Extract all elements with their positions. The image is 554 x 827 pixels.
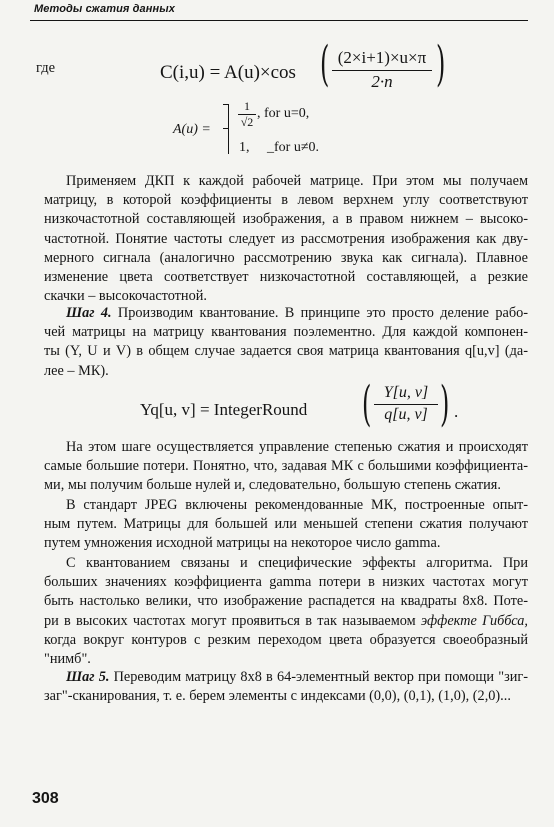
- fraction-bar: [374, 404, 438, 405]
- left-paren: (: [320, 36, 330, 92]
- case2-condition: _for u≠0.: [267, 140, 320, 155]
- text-line: низкочастотной составляющей изображения, а в правом нижнем – высоко-: [44, 211, 528, 228]
- text-line: [44, 668, 528, 687]
- case1-denominator: √2: [240, 115, 254, 129]
- text-line: С квантованием связаны и специфические эффекты алгоритма. При: [66, 555, 528, 571]
- text-line: ным путем. Матрицы для большей или меньшей степени сжатия получают: [44, 516, 528, 533]
- step-text: Переводим матрицу 8x8 в 64-элементный вектор при помощи "зиг-: [109, 669, 528, 685]
- step-label: Шаг 5.: [66, 669, 110, 685]
- text-line: В стандарт JPEG включены рекомендованные МК, построенные опыт-: [66, 497, 528, 513]
- text-line: путем умножения исходной матрицы на некоторое число gamma.: [44, 535, 441, 552]
- step-label: Шаг 4.: [66, 305, 112, 321]
- text-line: чей матрицы на матрицу квантования поэлементно. Для каждой компонен-: [44, 324, 528, 341]
- quant-fraction: [374, 384, 438, 424]
- paragraph-effects: [44, 554, 528, 669]
- a-u-lhs: A(u) =: [173, 122, 211, 137]
- text-line: [44, 612, 528, 631]
- step-text: Производим квантование. В принципе это просто деление рабо-: [111, 305, 528, 321]
- case1-condition: , for u=0,: [257, 106, 310, 121]
- dct-numerator: (2×i+1)×u×π: [337, 48, 427, 67]
- paragraph-step4: [44, 304, 528, 381]
- text-line: мерного сигнала (аналогично рассмотрению звука как сигнала). Плавное: [44, 249, 528, 266]
- text-line: матрицу, в которой коэффициенты в левом верхнем углу соответствуют: [44, 192, 528, 209]
- text-line: ми, мы получим больше нулей и, следовательно, большую степень сжатия.: [44, 477, 501, 494]
- case2-value: 1,: [239, 140, 250, 155]
- quant-lhs: Yq[u, v] = IntegerRound: [140, 400, 308, 419]
- text-line: больших значениях коэффициента gamma потери в низких частотах могут: [44, 574, 528, 591]
- text-line: быть настолько велики, что изображение распадется на квадраты 8x8. Поте-: [44, 593, 528, 610]
- text-line: На этом шаге осуществляется управление степенью сжатия и происходят: [66, 439, 528, 455]
- paragraph-step5: [44, 668, 528, 706]
- right-paren: ): [436, 36, 446, 92]
- fraction-bar: [332, 70, 432, 71]
- formula-period: .: [454, 402, 459, 421]
- cases-brace: [228, 104, 235, 154]
- formula-intro: где: [36, 60, 56, 76]
- text-line: когда вокруг контуров с резким переходом цвета образуется своеобразный: [44, 631, 528, 648]
- page-number: 308: [32, 790, 59, 807]
- text-segment: ри в высоких частотах могут проявиться в так называемом: [44, 612, 421, 629]
- case1-fraction: [238, 100, 256, 128]
- text-line: частотной. Понятие частоты следует из рассмотрения изображения как дву-: [44, 230, 528, 247]
- gibbs-effect-term: эффекте Гиббса,: [420, 612, 528, 629]
- dct-denominator: 2·n: [371, 72, 393, 91]
- text-line: лее – МК).: [44, 362, 109, 379]
- text-line: заг"-сканирования, т. е. берем элементы с индексами (0,0), (0,1), (1,0), (2,0)...: [44, 688, 511, 705]
- running-title: Методы сжатия данных: [34, 3, 175, 15]
- quant-numerator: Y[u, v]: [383, 384, 429, 401]
- text-line: изменение цвета соответствует низкочастотной составляющей, а резкие: [44, 269, 528, 286]
- dct-formula-lhs: C(i,u) = A(u)×cos: [160, 62, 296, 83]
- text-line: самые большие потери. Понятно, что, задавая МК с большими коэффициента-: [44, 458, 528, 475]
- paragraph-dct: [44, 172, 528, 306]
- dct-fraction: [332, 48, 432, 92]
- paragraph-jpeg-standard: [44, 496, 528, 554]
- text-line: ты (Y, U и V) в общем случае задается своя матрица квантования q[u,v] (да-: [44, 343, 528, 360]
- right-paren: ): [440, 376, 450, 432]
- text-line: [44, 304, 528, 323]
- text-line: скачки – высокочастотной.: [44, 288, 207, 305]
- left-paren: (: [362, 376, 372, 432]
- quant-denominator: q[u, v]: [384, 406, 428, 423]
- text-line: "нимб".: [44, 651, 91, 668]
- header-rule: [30, 20, 528, 21]
- text-line: Применяем ДКП к каждой рабочей матрице. При этом мы получаем: [66, 173, 528, 189]
- paragraph-compression-control: [44, 438, 528, 496]
- case1-numerator: 1: [244, 99, 250, 113]
